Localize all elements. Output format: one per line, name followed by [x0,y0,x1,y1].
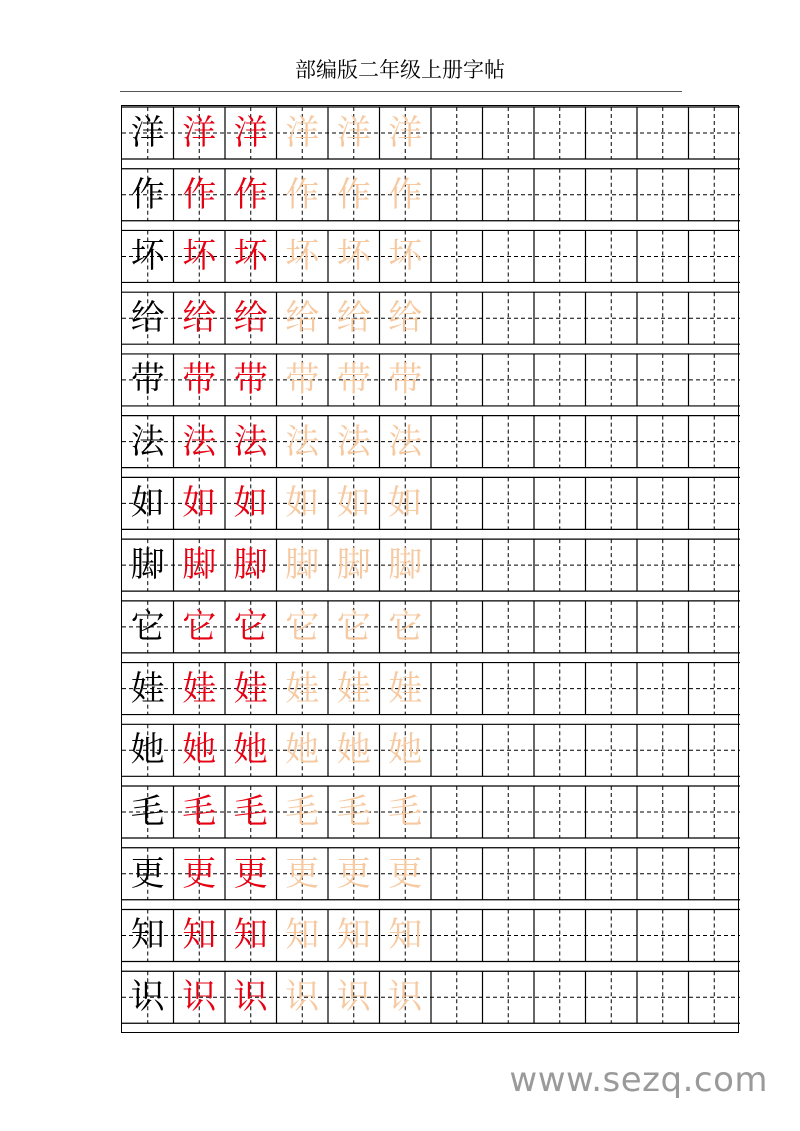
blank-practice-cell[interactable] [431,971,483,1023]
example-character: 带 [233,359,268,400]
trace-character: 脚 [285,545,320,586]
blank-practice-cell[interactable] [637,971,689,1023]
blank-practice-cell[interactable] [586,848,638,900]
blank-practice-cell[interactable] [483,663,535,715]
trace-character: 脚 [336,545,371,586]
blank-practice-cell[interactable] [431,354,483,406]
blank-practice-cell[interactable] [586,354,638,406]
blank-practice-cell[interactable] [483,292,535,344]
blank-practice-cell[interactable] [483,724,535,776]
trace-character: 洋 [285,113,320,153]
trace-character: 更 [336,853,371,894]
blank-practice-cell[interactable] [534,292,586,344]
blank-practice-cell[interactable] [637,786,689,838]
trace-character: 识 [336,977,371,1018]
trace-character: 知 [388,915,423,956]
blank-practice-cell[interactable] [689,724,741,776]
trace-character: 带 [285,359,320,400]
blank-practice-cell[interactable] [534,601,586,653]
model-character: 更 [130,853,165,894]
blank-practice-cell[interactable] [637,169,689,221]
example-character: 洋 [182,113,217,153]
practice-row [122,724,740,776]
trace-character: 坏 [388,236,423,277]
blank-practice-cell[interactable] [637,416,689,468]
example-character: 娃 [182,668,217,709]
model-character: 它 [130,606,165,647]
model-character: 洋 [130,113,165,153]
example-character: 毛 [233,792,268,833]
example-character: 知 [233,915,268,956]
blank-practice-cell[interactable] [689,292,741,344]
blank-practice-cell[interactable] [431,848,483,900]
trace-character: 洋 [336,113,371,153]
trace-character: 坏 [336,236,371,277]
model-character: 脚 [130,545,165,586]
blank-practice-cell[interactable] [431,909,483,961]
trace-character: 它 [388,606,423,647]
example-character: 脚 [182,545,217,586]
example-character: 它 [233,606,268,647]
model-character: 坏 [130,236,165,277]
blank-practice-cell[interactable] [689,971,741,1023]
example-character: 识 [233,977,268,1018]
model-character: 如 [130,483,165,524]
blank-practice-cell[interactable] [483,169,535,221]
trace-character: 法 [336,421,371,462]
blank-practice-cell[interactable] [586,107,638,159]
example-character: 如 [182,483,217,524]
blank-practice-cell[interactable] [534,848,586,900]
example-character: 识 [182,977,217,1018]
example-character: 带 [182,359,217,400]
example-character: 坏 [182,236,217,277]
blank-practice-cell[interactable] [586,230,638,282]
practice-row [122,663,740,715]
blank-practice-cell[interactable] [689,848,741,900]
blank-practice-cell[interactable] [637,354,689,406]
blank-practice-cell[interactable] [483,971,535,1023]
blank-practice-cell[interactable] [431,601,483,653]
practice-row [122,971,740,1023]
blank-practice-cell[interactable] [534,477,586,529]
blank-practice-cell[interactable] [534,724,586,776]
page-title: 部编版二年级上册字帖 [295,58,505,82]
blank-practice-cell[interactable] [431,539,483,591]
model-character: 作 [130,174,165,215]
example-character: 它 [182,606,217,647]
trace-character: 如 [388,483,423,524]
practice-row [122,354,740,406]
model-character: 带 [130,359,165,400]
trace-character: 娃 [336,668,371,709]
trace-character: 作 [336,174,371,215]
blank-practice-cell[interactable] [431,230,483,282]
blank-practice-cell[interactable] [483,354,535,406]
blank-practice-cell[interactable] [637,724,689,776]
example-character: 她 [182,730,217,771]
trace-character: 给 [285,298,320,339]
blank-practice-cell[interactable] [586,971,638,1023]
blank-practice-cell[interactable] [689,107,741,159]
example-character: 娃 [233,668,268,709]
blank-practice-cell[interactable] [534,230,586,282]
practice-row [122,107,740,159]
blank-practice-cell[interactable] [637,909,689,961]
trace-character: 娃 [285,668,320,709]
blank-practice-cell[interactable] [689,477,741,529]
practice-row [122,601,740,653]
model-character: 知 [130,915,165,956]
trace-character: 脚 [388,545,423,586]
blank-practice-cell[interactable] [586,601,638,653]
model-character: 毛 [130,792,165,833]
blank-practice-cell[interactable] [483,786,535,838]
blank-practice-cell[interactable] [586,416,638,468]
blank-practice-cell[interactable] [483,230,535,282]
example-character: 法 [233,421,268,462]
blank-practice-cell[interactable] [431,416,483,468]
blank-practice-cell[interactable] [534,539,586,591]
blank-practice-cell[interactable] [689,909,741,961]
blank-practice-cell[interactable] [534,909,586,961]
trace-character: 更 [388,853,423,894]
blank-practice-cell[interactable] [431,724,483,776]
example-character: 脚 [233,545,268,586]
blank-practice-cell[interactable] [689,601,741,653]
trace-character: 给 [336,298,371,339]
trace-character: 带 [336,359,371,400]
trace-character: 毛 [285,792,320,833]
trace-character: 带 [388,359,423,400]
title-underline [120,91,682,92]
trace-character: 法 [388,421,423,462]
practice-row [122,230,740,282]
model-character: 娃 [130,668,165,709]
blank-practice-cell[interactable] [586,786,638,838]
example-character: 法 [182,421,217,462]
practice-row [122,909,740,961]
blank-practice-cell[interactable] [637,848,689,900]
blank-practice-cell[interactable] [637,601,689,653]
blank-practice-cell[interactable] [534,786,586,838]
trace-character: 坏 [285,236,320,277]
trace-character: 知 [285,915,320,956]
example-character: 毛 [182,792,217,833]
practice-row [122,169,740,221]
blank-practice-cell[interactable] [586,169,638,221]
example-character: 作 [182,174,217,215]
blank-practice-cell[interactable] [637,230,689,282]
trace-character: 娃 [388,668,423,709]
example-character: 如 [233,483,268,524]
example-character: 坏 [233,236,268,277]
blank-practice-cell[interactable] [431,169,483,221]
blank-practice-cell[interactable] [689,354,741,406]
blank-practice-cell[interactable] [637,477,689,529]
blank-practice-cell[interactable] [431,292,483,344]
trace-character: 它 [285,606,320,647]
blank-practice-cell[interactable] [689,786,741,838]
blank-practice-cell[interactable] [431,663,483,715]
model-character: 给 [130,298,165,339]
example-character: 更 [233,853,268,894]
example-character: 知 [182,915,217,956]
blank-practice-cell[interactable] [586,477,638,529]
blank-practice-cell[interactable] [586,663,638,715]
trace-character: 作 [285,174,320,215]
blank-practice-cell[interactable] [534,663,586,715]
practice-row [122,292,740,344]
example-character: 作 [233,174,268,215]
trace-character: 法 [285,421,320,462]
blank-practice-cell[interactable] [637,663,689,715]
blank-practice-cell[interactable] [534,416,586,468]
example-character: 给 [233,298,268,339]
trace-character: 她 [388,730,423,771]
blank-practice-cell[interactable] [586,909,638,961]
practice-row [122,786,740,838]
blank-practice-cell[interactable] [483,848,535,900]
blank-practice-cell[interactable] [637,292,689,344]
blank-practice-cell[interactable] [637,107,689,159]
example-character: 更 [182,853,217,894]
trace-character: 给 [388,298,423,339]
trace-character: 毛 [388,792,423,833]
model-character: 识 [130,977,165,1018]
practice-row [122,477,740,529]
trace-character: 识 [285,977,320,1018]
trace-character: 作 [388,174,423,215]
blank-practice-cell[interactable] [534,354,586,406]
trace-character: 识 [388,977,423,1018]
blank-practice-cell[interactable] [483,416,535,468]
trace-character: 如 [336,483,371,524]
practice-row [122,848,740,900]
blank-practice-cell[interactable] [431,477,483,529]
trace-character: 更 [285,853,320,894]
practice-row [122,416,740,468]
trace-character: 它 [336,606,371,647]
example-character: 洋 [233,113,268,153]
blank-practice-cell[interactable] [431,107,483,159]
blank-practice-cell[interactable] [637,539,689,591]
blank-practice-cell[interactable] [483,477,535,529]
blank-practice-cell[interactable] [586,292,638,344]
blank-practice-cell[interactable] [483,539,535,591]
blank-practice-cell[interactable] [534,971,586,1023]
trace-character: 洋 [388,113,423,153]
model-character: 她 [130,730,165,771]
site-watermark: www.sezq.com [509,1060,768,1100]
trace-character: 她 [285,730,320,771]
blank-practice-cell[interactable] [689,169,741,221]
blank-practice-cell[interactable] [689,663,741,715]
blank-practice-cell[interactable] [483,107,535,159]
blank-practice-cell[interactable] [483,909,535,961]
trace-character: 毛 [336,792,371,833]
blank-practice-cell[interactable] [431,786,483,838]
practice-row [122,539,740,591]
trace-character: 知 [336,915,371,956]
model-character: 法 [130,421,165,462]
blank-practice-cell[interactable] [534,169,586,221]
blank-practice-cell[interactable] [483,601,535,653]
trace-character: 如 [285,483,320,524]
example-character: 她 [233,730,268,771]
example-character: 给 [182,298,217,339]
practice-sheet [121,105,739,1033]
trace-character: 她 [336,730,371,771]
blank-practice-cell[interactable] [586,724,638,776]
blank-practice-cell[interactable] [689,416,741,468]
blank-practice-cell[interactable] [689,230,741,282]
blank-practice-cell[interactable] [534,107,586,159]
blank-practice-cell[interactable] [586,539,638,591]
blank-practice-cell[interactable] [689,539,741,591]
